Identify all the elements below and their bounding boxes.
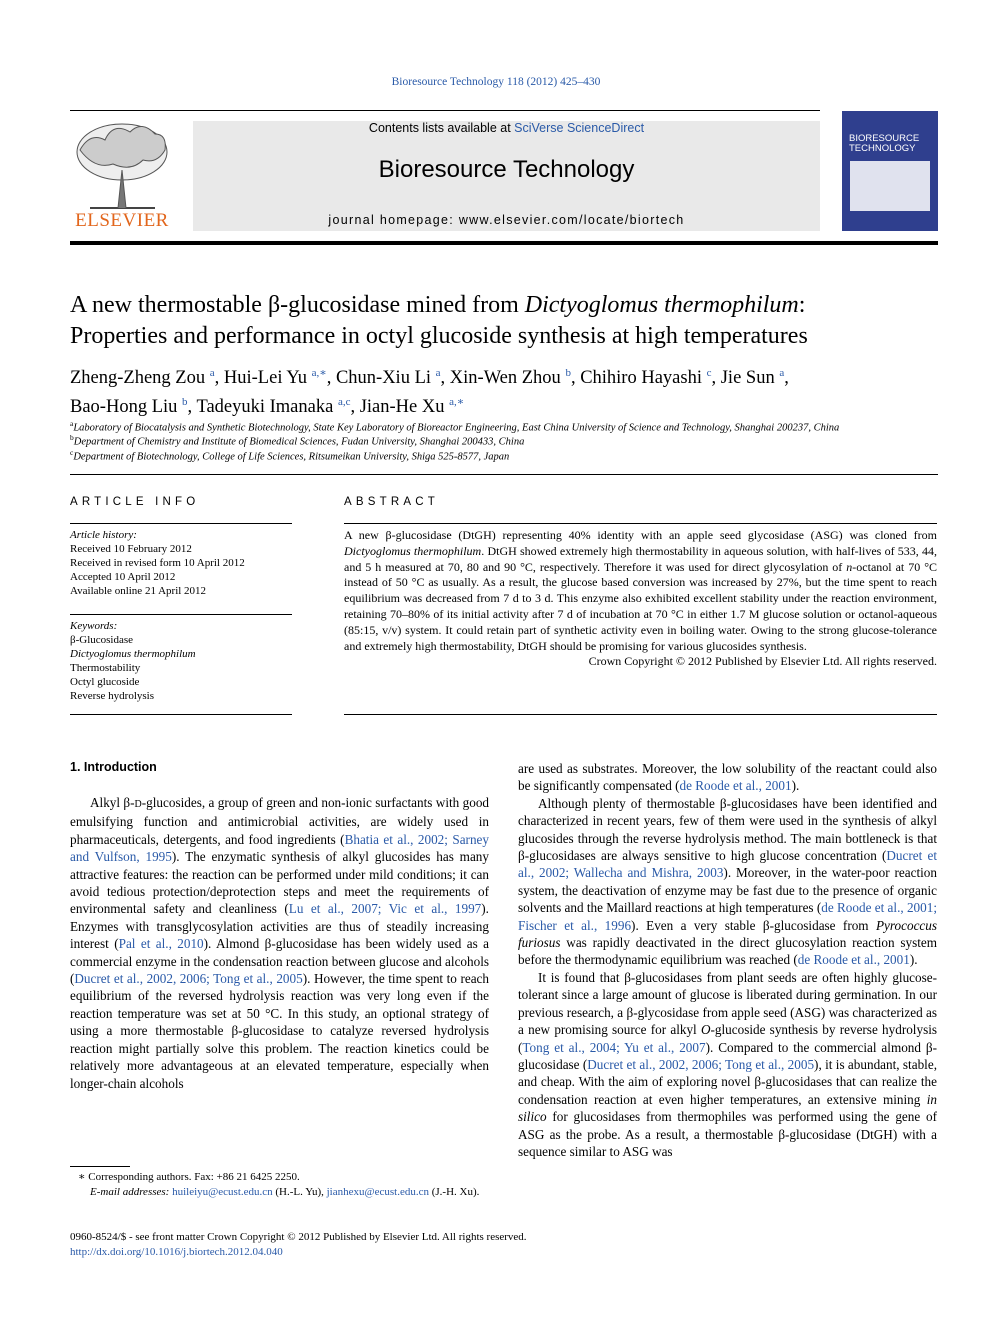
citation-link[interactable]: Ducret et al., 2002; Wallecha and Mishra, 2003	[518, 848, 937, 881]
title-part2: :	[798, 292, 806, 318]
affiliation-rule	[70, 474, 938, 475]
article-info-label: ARTICLE INFO	[70, 496, 200, 508]
affiliation: $^c$Department of Biotechnology, College of Life Sciences, Ritsumeikan University, Shiga 525-8577, Japan	[70, 448, 510, 463]
contents-prefix: Contents lists available at	[368, 121, 515, 135]
citation-link[interactable]: Pal et al., 2010	[118, 936, 204, 952]
author[interactable]: Bao-Hong Liu $^b$	[70, 396, 188, 418]
abstract-rule	[344, 523, 937, 524]
cover-figure	[850, 161, 930, 211]
author[interactable]: Zheng-Zheng Zou $^a$	[70, 367, 215, 389]
citation-link[interactable]: de Roode et al., 2001	[679, 778, 792, 794]
author[interactable]: Xin-Wen Zhou $^b$	[449, 367, 571, 389]
citation-link[interactable]: Bhatia et al., 2002; Sarney and Vulfson, 1995	[70, 831, 489, 865]
article-info-bottom-rule	[70, 714, 292, 715]
author[interactable]: Hui-Lei Yu $^{a,∗}$	[223, 367, 327, 389]
author[interactable]: Jian-He Xu $^{a,∗}$	[359, 396, 465, 418]
citation-link[interactable]: Ducret et al., 2002, 2006; Tong et al., 2005	[587, 1056, 815, 1072]
section-heading: 1. Introduction	[70, 760, 157, 774]
homepage-prefix: journal homepage:	[328, 213, 459, 227]
email-note: E-mail addresses: huileiyu@ecust.edu.cn (H.-L. Yu), jianhexu@ecust.edu.cn (J.-H. Xu).	[90, 1186, 480, 1198]
footnote	[70, 1170, 490, 1200]
citation-link[interactable]: Ducret et al., 2002, 2006; Tong et al., 2005	[74, 971, 303, 987]
journal-title: Bioresource Technology	[378, 156, 635, 183]
sciencedirect-link[interactable]: SciVerse ScienceDirect	[514, 121, 645, 135]
elsevier-wordmark: ELSEVIER	[75, 210, 169, 231]
abstract-bottom-rule	[344, 714, 937, 715]
keyword: Dictyoglomus thermophilum	[70, 648, 196, 660]
citation-link[interactable]: Tong et al., 2004; Yu et al., 2007	[522, 1039, 706, 1055]
article-title	[70, 290, 940, 352]
abstract-label: ABSTRACT	[344, 496, 439, 508]
corresponding-note: ∗ Corresponding authors. Fax: +86 21 6425 2250.	[78, 1171, 300, 1183]
cover-title: BIORESOURCE TECHNOLOGY	[849, 133, 920, 154]
doi-link[interactable]: http://dx.doi.org/10.1016/j.biortech.2012.04.040	[70, 1246, 283, 1258]
paragraph: are used as substrates. Moreover, the low solubility of the reactant could also be significantly compensated (de Roode et al., 2001).	[518, 761, 937, 794]
keywords-rule	[70, 614, 292, 615]
keyword: Octyl glucoside	[70, 676, 140, 688]
paragraph: Although plenty of thermostable β-glucosidases have been identified and characterized in recent years, few of them were used in the synthesis of alkyl glucosides through the reverse hydrolysis method. The main bottleneck is that β-glucosidases are always sensitive to high glucose concentration (Ducret et al., 2002; Wallecha and Mishra, 2003). Moreover, in the water-poor reaction system, the deactivation of enzyme may be fast due to the presence of organic solvents and the Maillard reactions at high temperatures (de Roode et al., 2001; Fischer et al., 1996). Even a very stable β-glucosidase from Pyrococcus furiosus was rapidly deactivated in the direct glucosylation reaction system before the thermodynamic equilibrium was reached (de Roode et al., 2001).	[518, 795, 938, 968]
history-item: Available online 21 April 2012	[70, 585, 207, 597]
title-line2: Properties and performance in octyl glucoside synthesis at high temperatures	[70, 323, 808, 349]
abstract-text: A new β-glucosidase (DtGH) representing 40% identity with an apple seed glycosidase (ASG) was cloned from Dictyoglomus thermophilum. DtGH showed extremely high thermostability in aqueous solution, with half-lives of 533, 44, and 5 h measured at 70, 80 and 90 °C, respectively. Therefore it was used for direct glycosylation of n-octanol at 70 °C instead of 50 °C as usually. As a result, the glucose based conversion was increased by 27%, but the time spent to reach equilibrium was decreased from 7 d to 3 d. This enzyme also exhibited excellent stability under the reaction environment, retaining 70–80% of its initial activity after 7 d of incubation at 70 °C in either 1.7 M glucose solution or octanol-aqueous (85:15, v/v) system. It could retain part of synthetic activity even in boiling water. Owing to the strong glucose-tolerance and extremely high thermostability, DtGH should be promising for various glucosides synthesis. Crown Copyright © 2012 Published by Elsevier Ltd. All rights reserved.	[344, 528, 938, 669]
journal-homepage	[193, 213, 820, 227]
intro-left-column	[70, 794, 489, 1092]
author-list: Zheng-Zheng Zou $^a$, Hui-Lei Yu $^{a,∗}$, Chun-Xiu Li $^a$, Xin-Wen Zhou $^b$, Chihiro Hayashi $^c$, Jie Sun $^a$, Bao-Hong Liu $^b$, Tadeyuki Imanaka $^{a,c}$, Jian-He Xu $^{a,∗}$	[70, 367, 789, 418]
affiliation: $^a$Laboratory of Biocatalysis and Synthetic Biotechnology, State Key Laboratory of Bioreactor Engineering, East China University of Science and Technology, Shanghai 200237, China	[70, 419, 840, 434]
history-item: Accepted 10 April 2012	[70, 571, 176, 583]
keyword: β-Glucosidase	[70, 634, 134, 646]
journal-citation[interactable]: Bioresource Technology 118 (2012) 425–430	[391, 76, 601, 88]
paragraph: Alkyl β-D-glucosides, a group of green and non-ionic surfactants with good emulsifying function and antimicrobial activities, are widely used in pharmaceuticals, detergents, and food ingredients (Bhatia et al., 2002; Sarney and Vulfson, 1995). The enzymatic synthesis of alkyl glucosides has many attractive features: the reaction can be performed under mild conditions; it can avoid tedious protection/deprotection steps and meet the requirements of environmental safety and cleanliness (Lu et al., 2007; Vic et al., 1997). Enzymes with transglycosylation activities are thus of steadily increasing interest (Pal et al., 2010). Almond β-glucosidase has been widely used as a commercial enzyme in the condensation reaction between glucose and alcohols (Ducret et al., 2002, 2006; Tong et al., 2005). However, the time spent to reach equilibrium of the reversed hydrolysis reaction was very long even if the reaction temperature was set at 50 °C. In this study, an optional strategy of using a more thermostable β-glucosidase to catalyze reversed hydrolysis reaction might partially solve this problem. The reaction kinetics could be relatively more advantageous at an elevated temperature, especially when longer-chain alcohols	[70, 795, 490, 1091]
homepage-link[interactable]: www.elsevier.com/locate/biortech	[458, 213, 685, 227]
keyword: Thermostability	[70, 662, 141, 674]
title-part1: A new thermostable β-glucosidase mined from	[70, 292, 525, 318]
history-label: Article history:	[70, 529, 137, 541]
history-item: Received 10 February 2012	[70, 543, 192, 555]
author[interactable]: Jie Sun $^a$	[720, 367, 785, 389]
article-history	[70, 528, 292, 598]
header-top-rule	[70, 110, 820, 111]
citation-link[interactable]: de Roode et al., 2001	[797, 952, 910, 968]
intro-right-column	[518, 760, 937, 1160]
front-matter	[70, 1230, 770, 1260]
issn-line: 0960-8524/$ - see front matter Crown Copyright © 2012 Published by Elsevier Ltd. All rights reserved.	[70, 1231, 527, 1243]
title-species: Dictyoglomus thermophilum	[524, 292, 799, 318]
email-link[interactable]: huileiyu@ecust.edu.cn	[172, 1186, 273, 1198]
author[interactable]: Tadeyuki Imanaka $^{a,c}$	[196, 396, 351, 418]
keywords	[70, 619, 292, 703]
keyword: Reverse hydrolysis	[70, 690, 155, 702]
article-info-rule	[70, 523, 292, 524]
journal-cover-image[interactable]	[842, 111, 938, 231]
header-bottom-rule	[70, 241, 938, 245]
contents-line	[193, 121, 820, 135]
paragraph: It is found that β-glucosidases from plant seeds are often highly glucose-tolerant since a large amount of glucose is liberated during germination. In our previous research, a β-glycosidase from apple seed (ASG) was characterized as a new promising source for alkyl O-glucoside synthesis by reverse hydrolysis (Tong et al., 2004; Yu et al., 2007). Compared to the commercial almond β-glucosidase (Ducret et al., 2002, 2006; Tong et al., 2005), it is abundant, stable, and cheap. With the aim of exploring novel β-glucosidases that can realize the condensation reaction at even higher temperatures, an extensive mining in silico for glucosidases from thermophiles was performed using the gene of ASG as the probe. As a result, a thermostable β-glucosidase (DtGH) with a sequence similar to ASG was	[518, 969, 937, 1159]
author[interactable]: Chihiro Hayashi $^c$	[580, 367, 712, 389]
citation-link[interactable]: de Roode et al., 2001; Fischer et al., 1996	[518, 900, 937, 933]
affiliation: $^b$Department of Chemistry and Institute of Biomedical Sciences, Fudan University, Shanghai 200433, China	[70, 433, 525, 448]
footnote-rule	[70, 1166, 130, 1167]
author[interactable]: Chun-Xiu Li $^a$	[335, 367, 441, 389]
keywords-label: Keywords:	[70, 620, 118, 632]
elsevier-tree-icon	[70, 120, 174, 210]
citation-link[interactable]: Lu et al., 2007; Vic et al., 1997	[288, 901, 482, 917]
abstract-copyright: Crown Copyright © 2012 Published by Elsevier Ltd. All rights reserved.	[588, 654, 937, 669]
history-item: Received in revised form 10 April 2012	[70, 557, 245, 569]
email-link[interactable]: jianhexu@ecust.edu.cn	[326, 1186, 429, 1198]
